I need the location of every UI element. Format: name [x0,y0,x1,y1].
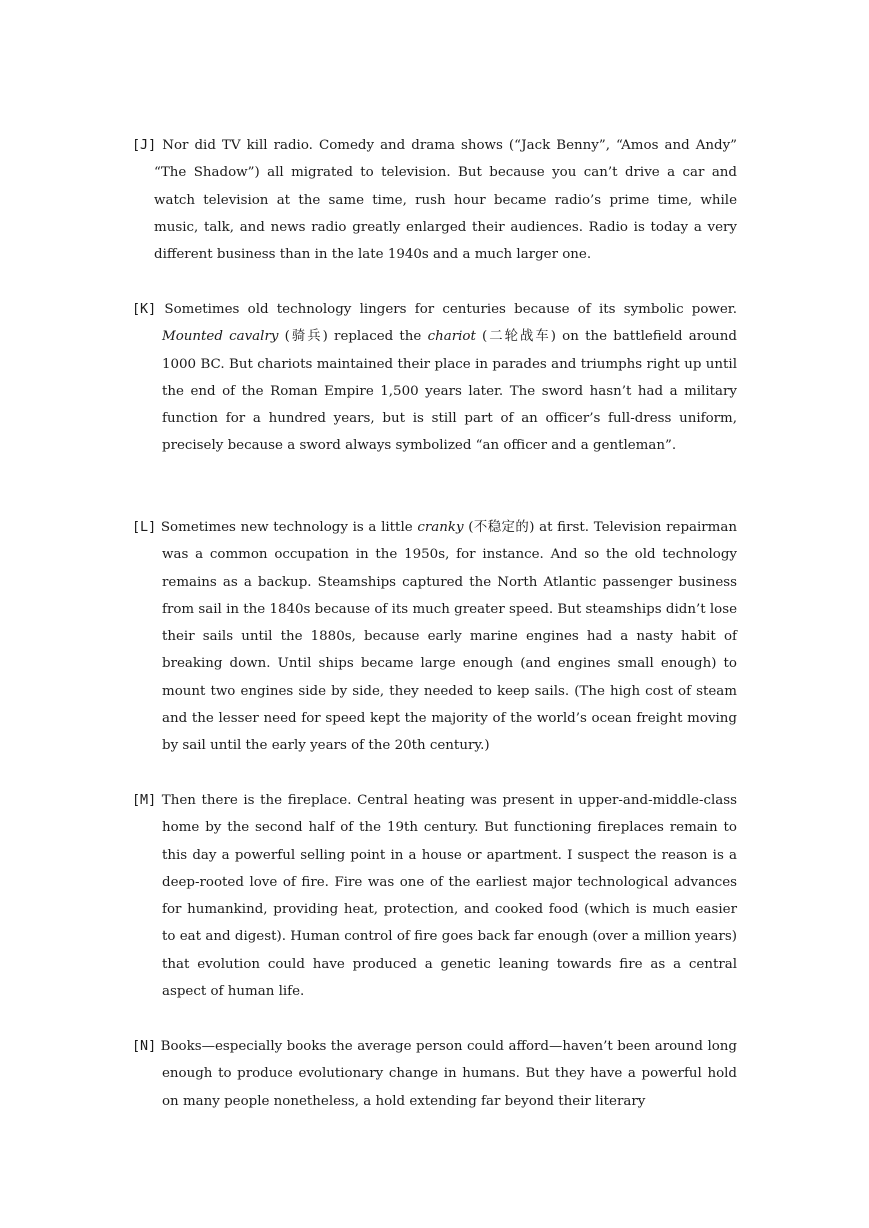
paragraph-text: Books—especially books the average person could afford—haven’t been around long enough to produce evolutionary change in humans. But they have a powerful hold on many people nonetheless, a hold extending far beyond their literary [156,1039,737,1109]
paragraph-text: (骑兵) replaced the [278,329,428,345]
paragraph-label: [M] [132,793,157,808]
paragraph-text: Nor did TV kill radio. Comedy and drama shows (“Jack Benny”, “Amos and Andy” “The Shadow”) all migrated to television. But because you can’t drive a car and watch television at the same time, rush hour became radio’s prime time, while music, talk, and news radio greatly enlarged their audiences. Radio is today a very different business than in the late 1940s and a much larger one. [154,138,737,263]
paragraph-n [132,1033,737,1115]
paragraph-label: [N] [132,1039,157,1054]
italic-term: Mounted cavalry [162,329,279,345]
paragraph-label: [J] [132,138,157,153]
paragraph-label: [L] [132,520,157,535]
italic-term: cranky [417,520,464,535]
paragraph-text: Then there is the fireplace. Central heating was present in upper-and-middle-class home by the second half of the 19th century. But functioning fireplaces remain to this day a powerful selling point in a house or apartment. I suspect the reason is a deep-rooted love of fire. Fire was one of the earliest major technological advances for humankind, providing heat, protection, and cooked food (which is much easier to eat and digest). Human control of fire goes back far enough (over a million years) that evolution could have produced a genetic leaning towards fire as a central aspect of human life. [156,793,737,1000]
paragraph-text: Sometimes old technology lingers for centuries because of its symbolic power. [156,302,737,317]
paragraph-text: Sometimes new technology is a little [156,520,418,535]
paragraph-text: (二轮战车) on the battlefield around 1000 BC. But chariots maintained their place in parades and triumphs right up until the end of the Roman Empire 1,500 years later. The sword hasn’t had a military function for a hundred years, but is still part of an officer’s full-dress uniform, precisely because a sword always symbolized “an officer and a gentleman”. [162,329,737,454]
paragraph-label: [K] [132,302,157,317]
paragraph-m [132,787,737,1005]
italic-term: chariot [427,329,476,345]
paragraph-k [132,296,737,460]
paragraph-l [132,514,737,760]
paragraph-j [132,132,737,268]
paragraph-text: (不稳定的) at first. Television repairman was a common occupation in the 1950s, for instance. And so the old technology remains as a backup. Steamships captured the North Atlantic passenger business from sail in the 1840s because of its much greater speed. But steamships didn’t lose their sails until the 1880s, because early marine engines had a nasty habit of breaking down. Until ships became large enough (and engines small enough) to mount two engines side by side, they needed to keep sails. (The high cost of steam and the lesser need for speed kept the majority of the world’s ocean freight moving by sail until the early years of the 20th century.) [162,520,737,754]
